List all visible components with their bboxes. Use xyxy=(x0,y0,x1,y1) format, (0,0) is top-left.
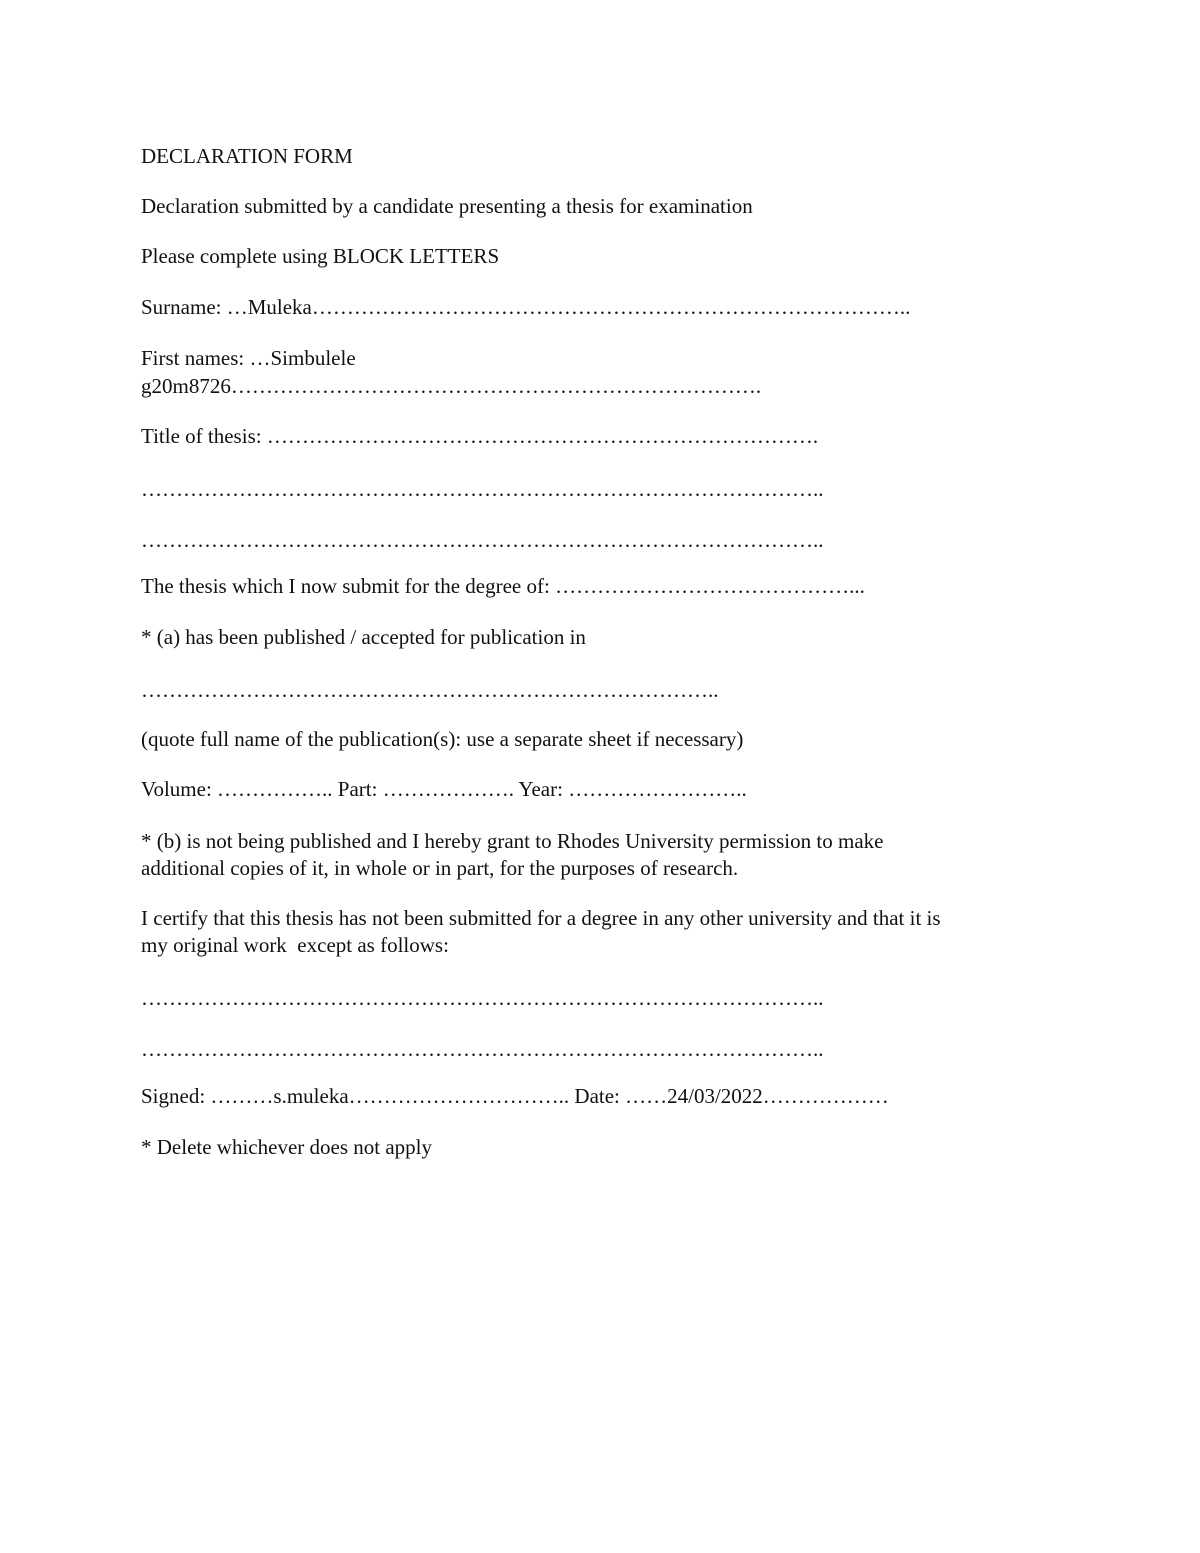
form-instruction: Please complete using BLOCK LETTERS xyxy=(141,244,500,268)
form-subheading: Declaration submitted by a candidate presenting a thesis for examination xyxy=(141,194,753,218)
option-b-not-published: * (b) is not being published and I hereby grant to Rhodes University permission to make xyxy=(141,829,884,853)
volume-part-year-field: Volume: …………….. Part: ………………. Year: …………………….. xyxy=(141,777,747,801)
first-names-field-continued: g20m8726…………………………………………………………………. xyxy=(141,374,762,398)
thesis-title-blank-line: …………………………………………………………………………………….. xyxy=(141,528,824,552)
option-b-not-published-continued: additional copies of it, in whole or in part, for the purposes of research. xyxy=(141,856,739,880)
publication-note: (quote full name of the publication(s): use a separate sheet if necessary) xyxy=(141,727,744,751)
form-heading: DECLARATION FORM xyxy=(141,144,353,168)
exceptions-blank-line: …………………………………………………………………………………….. xyxy=(141,1037,824,1061)
first-names-field: First names: …Simbulele xyxy=(141,346,356,370)
thesis-title-blank-line: …………………………………………………………………………………….. xyxy=(141,477,824,501)
thesis-title-field: Title of thesis: ……………………………………………………………………. xyxy=(141,424,819,448)
certification-statement-continued: my original work except as follows: xyxy=(141,933,449,957)
surname-field: Surname: …Muleka………………………………………………………………………….. xyxy=(141,295,911,319)
degree-field: The thesis which I now submit for the degree of: ……………………………………... xyxy=(141,574,865,598)
publication-blank-line: ……………………………………………………………………….. xyxy=(141,678,719,702)
footnote: * Delete whichever does not apply xyxy=(141,1135,432,1159)
exceptions-blank-line: …………………………………………………………………………………….. xyxy=(141,986,824,1010)
certification-statement: I certify that this thesis has not been submitted for a degree in any other university and that it is xyxy=(141,906,941,930)
option-a-published: * (a) has been published / accepted for publication in xyxy=(141,625,586,649)
signature-date-field: Signed: ………s.muleka………………………….. Date: ……24/03/2022……………… xyxy=(141,1084,889,1108)
